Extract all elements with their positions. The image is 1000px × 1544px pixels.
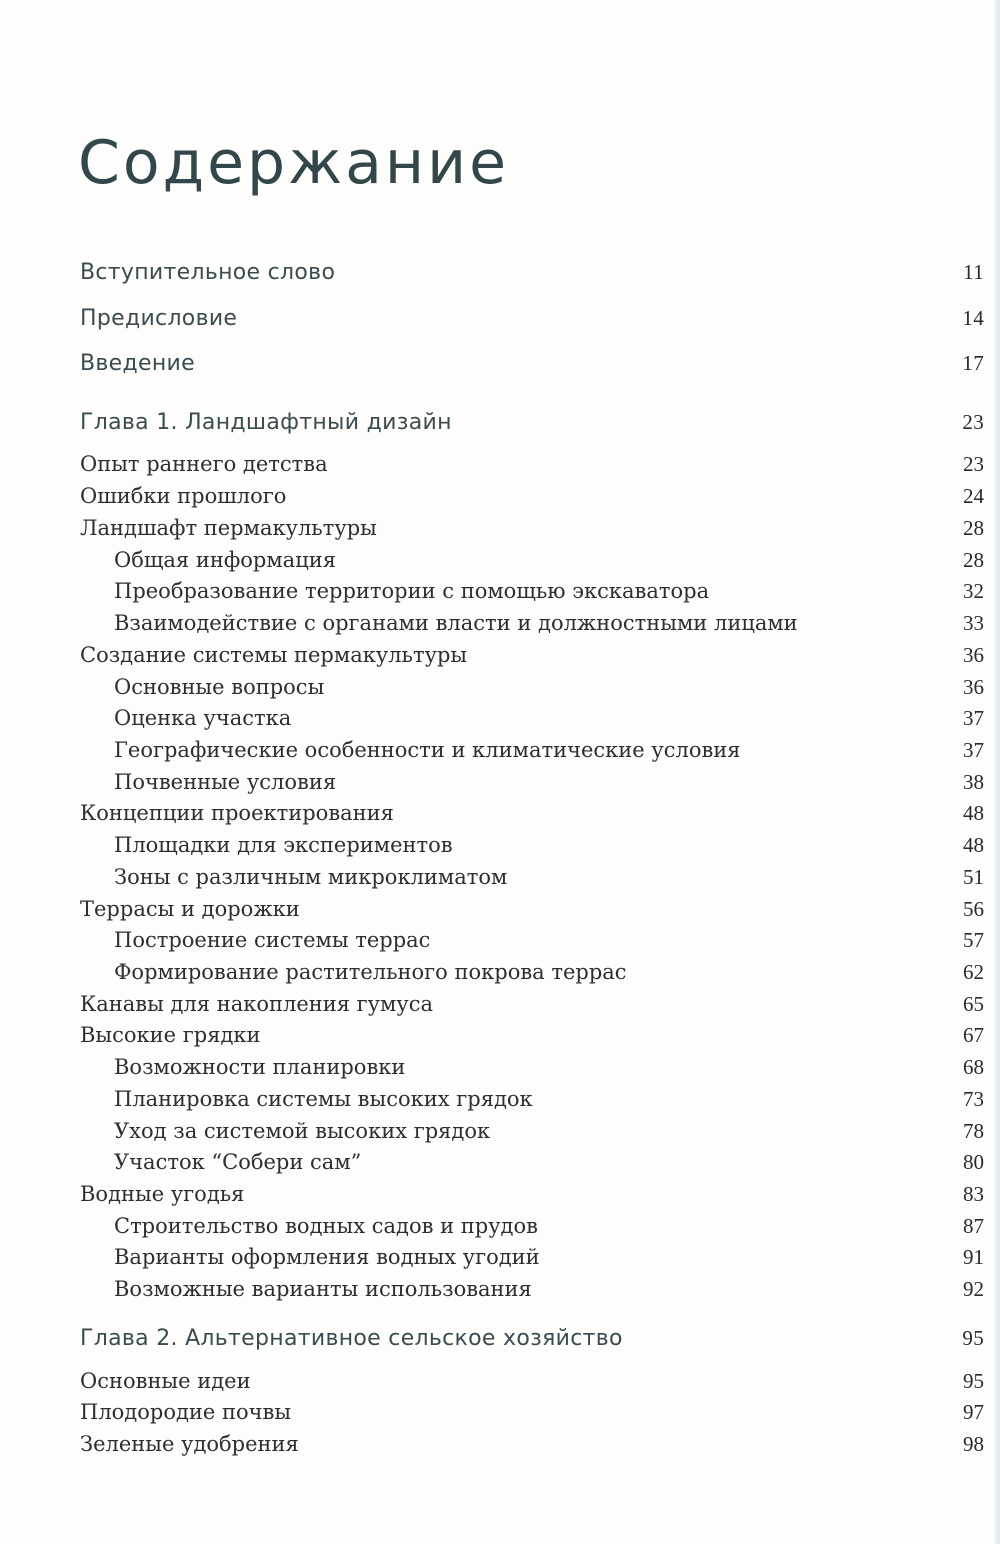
toc-entry-page: 95 [962, 1326, 984, 1350]
toc-entry-page: 23 [962, 410, 984, 434]
toc-entry-label: Зеленые удобрения [80, 1432, 299, 1456]
toc-entry-label: Введение [80, 351, 195, 376]
toc-entry-page: 17 [962, 351, 984, 375]
toc-entry[interactable] [80, 1369, 984, 1394]
toc-entry-label: Ландшафт пермакультуры [80, 516, 377, 540]
toc-entry-page: 48 [963, 833, 984, 857]
toc-entry-page: 36 [963, 675, 984, 699]
toc-entry-page: 65 [963, 992, 984, 1016]
toc-entry[interactable] [80, 801, 984, 826]
toc-entry-page: 83 [963, 1182, 984, 1206]
toc-entry-label: Площадки для экспериментов [114, 833, 453, 857]
toc-entry-page: 28 [963, 516, 984, 540]
toc-subentry[interactable] [80, 928, 984, 953]
toc-entry-page: 56 [963, 897, 984, 921]
toc-entry[interactable] [80, 452, 984, 477]
toc-entry-page: 92 [963, 1277, 984, 1301]
toc-entry-page: 14 [962, 306, 984, 330]
toc-entry-page: 48 [963, 801, 984, 825]
toc-entry-page: 11 [963, 260, 984, 284]
toc-entry-label: Уход за системой высоких грядок [114, 1119, 491, 1143]
toc-entry-page: 97 [963, 1400, 984, 1424]
toc-subentry[interactable] [80, 1277, 984, 1302]
toc-entry-label: Почвенные условия [114, 770, 337, 794]
toc-subentry[interactable] [80, 579, 984, 604]
toc-subentry[interactable] [80, 1087, 984, 1112]
toc-entry-page: 98 [963, 1432, 984, 1456]
toc-entry-page: 37 [963, 706, 984, 730]
toc-entry-label: Возможности планировки [114, 1055, 406, 1079]
toc-entry-page: 51 [963, 865, 984, 889]
toc-entry-page: 62 [963, 960, 984, 984]
toc-entry[interactable] [80, 1182, 984, 1207]
toc-entry-page: 37 [963, 738, 984, 762]
toc-entry-page: 80 [963, 1150, 984, 1174]
toc-subentry[interactable] [80, 1055, 984, 1080]
toc-entry-label: Ошибки прошлого [80, 484, 287, 508]
toc-entry-page: 36 [963, 643, 984, 667]
toc-entry[interactable] [80, 1400, 984, 1425]
toc-entry-page: 67 [963, 1023, 984, 1047]
toc-entry-label: Высокие грядки [80, 1023, 261, 1047]
toc-entry-label: Зоны с различным микроклиматом [114, 865, 508, 889]
toc-entry-label: Основные идеи [80, 1369, 251, 1393]
toc-entry-page: 32 [963, 579, 984, 603]
toc-entry-label: Канавы для накопления гумуса [80, 992, 433, 1016]
toc-subentry[interactable] [80, 1245, 984, 1270]
toc-entry[interactable] [80, 992, 984, 1017]
toc-entry-label: Варианты оформления водных угодий [114, 1245, 540, 1269]
toc-entry-page: 78 [963, 1119, 984, 1143]
page-title: Содержание [78, 128, 510, 198]
toc-entry-page: 24 [963, 484, 984, 508]
toc-entry[interactable] [80, 1023, 984, 1048]
toc-entry-label: Оценка участка [114, 706, 292, 730]
toc-entry-label: Террасы и дорожки [80, 897, 300, 921]
toc-entry-page: 91 [963, 1245, 984, 1269]
toc-subentry[interactable] [80, 675, 984, 700]
toc-entry-label: Концепции проектирования [80, 801, 394, 825]
toc-entry-label: Географические особенности и климатические условия [114, 738, 741, 762]
toc-entry-label: Предисловие [80, 306, 238, 331]
toc-subentry[interactable] [80, 960, 984, 985]
toc-entry-label: Общая информация [114, 548, 336, 572]
toc-subentry[interactable] [80, 706, 984, 731]
toc-subentry[interactable] [80, 738, 984, 763]
toc-entry-introduction[interactable] [80, 351, 984, 376]
toc-entry-page: 68 [963, 1055, 984, 1079]
toc-chapter-label: Глава 2. Альтернативное сельское хозяйство [80, 1326, 623, 1351]
toc-chapter-1-heading[interactable] [80, 410, 984, 435]
toc-entry[interactable] [80, 897, 984, 922]
toc-entry-page: 87 [963, 1214, 984, 1238]
toc-entry-label: Вступительное слово [80, 260, 336, 285]
toc-entry-label: Участок “Собери сам” [114, 1150, 362, 1174]
toc-entry-label: Возможные варианты использования [114, 1277, 532, 1301]
toc-entry-label: Планировка системы высоких грядок [114, 1087, 533, 1111]
toc-entry-page: 73 [963, 1087, 984, 1111]
toc-subentry[interactable] [80, 770, 984, 795]
toc-entry-label: Опыт раннего детства [80, 452, 328, 476]
toc-entry-label: Создание системы пермакультуры [80, 643, 468, 667]
toc-entry[interactable] [80, 1432, 984, 1457]
toc-entry-label: Взаимодействие с органами власти и должностными лицами [114, 611, 798, 635]
toc-subentry[interactable] [80, 548, 984, 573]
toc-entry-label: Построение системы террас [114, 928, 431, 952]
toc-chapter-label: Глава 1. Ландшафтный дизайн [80, 410, 452, 435]
toc-entry-label: Основные вопросы [114, 675, 325, 699]
toc-entry-page: 28 [963, 548, 984, 572]
toc-entry[interactable] [80, 484, 984, 509]
toc-entry[interactable] [80, 643, 984, 668]
toc-entry-page: 95 [963, 1369, 984, 1393]
toc-entry-label: Формирование растительного покрова террас [114, 960, 627, 984]
toc-chapter-2-heading[interactable] [80, 1326, 984, 1351]
toc-entry-page: 33 [963, 611, 984, 635]
toc-entry-preface[interactable] [80, 306, 984, 331]
toc-entry[interactable] [80, 516, 984, 541]
toc-subentry[interactable] [80, 611, 984, 636]
toc-subentry[interactable] [80, 833, 984, 858]
toc-entry-intro-word[interactable] [80, 260, 984, 285]
toc-entry-page: 38 [963, 770, 984, 794]
toc-entry-label: Строительство водных садов и прудов [114, 1214, 538, 1238]
toc-subentry[interactable] [80, 1119, 984, 1144]
page-edge-shadow [994, 0, 1000, 1544]
toc-entry-label: Преобразование территории с помощью экскаватора [114, 579, 710, 603]
toc-entry-label: Водные угодья [80, 1182, 245, 1206]
toc-subentry[interactable] [80, 1214, 984, 1239]
toc-entry-label: Плодородие почвы [80, 1400, 292, 1424]
toc-subentry[interactable] [80, 1150, 984, 1175]
toc-entry-page: 57 [963, 928, 984, 952]
toc-entry-page: 23 [963, 452, 984, 476]
toc-subentry[interactable] [80, 865, 984, 890]
